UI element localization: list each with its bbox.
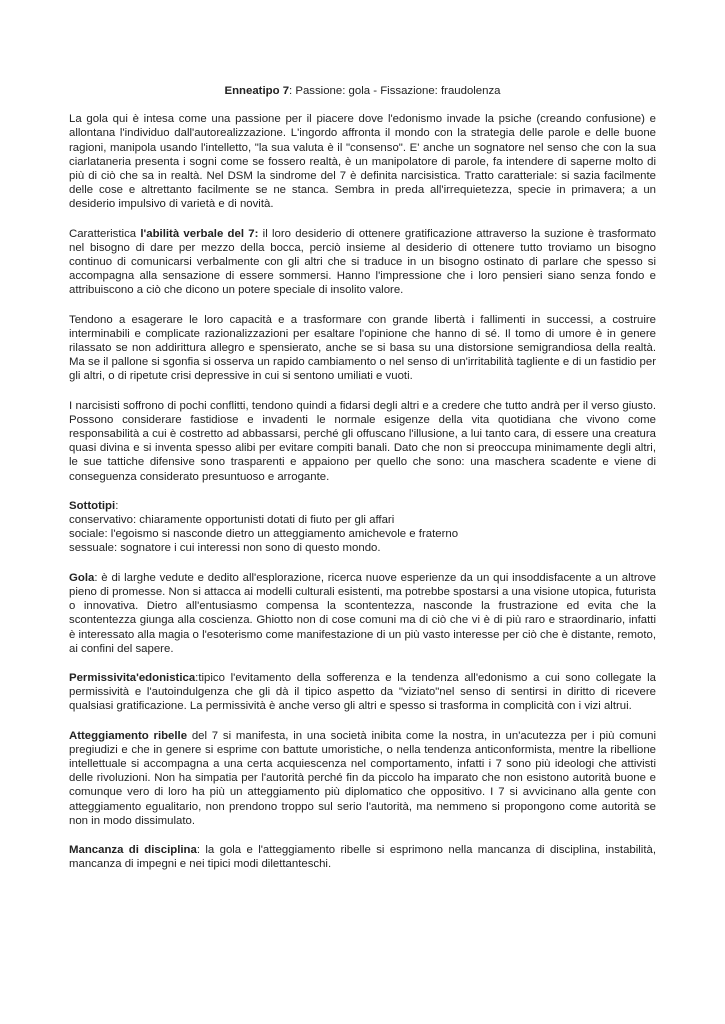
paragraph-mancanza-disciplina bbox=[69, 843, 656, 871]
paragraph-gola bbox=[69, 571, 656, 656]
paragraph-esagerare: Tendono a esagerare le loro capacità e a trasformare con grande libertà i fallimenti in successi, a costruire interminabili e complicate razionalizzazioni per esaltare l'opinione che hanno di sé. Il tomo di umore è in genere rilassato se non addirittura allegro e spensierato, anche se si basa su una distorsione semigrandiosa della realtà. Ma se il pallone si sgonfia si osserva un rapido cambiamento o nel senso di un'irritabilità tagliente e di un fastidio per gli altri, o di ripetute crisi depressive in cui si sentono umiliati e vuoti. bbox=[69, 313, 656, 383]
mancanza-text: : la gola e l'atteggiamento ribelle si esprimono nella mancanza di disciplina, instabilità, mancanza di impegni e nei tipici modi dilettanteschi. bbox=[69, 843, 656, 871]
sottotipo-sessuale: sessuale: sognatore i cui interessi non sono di questo mondo. bbox=[69, 542, 381, 555]
paragraph-abilita-verbale bbox=[69, 227, 656, 298]
permissivita-bold: Permissivita'edonistica bbox=[69, 671, 196, 684]
sottotipo-sociale: sociale: l'egoismo si nasconde dietro un atteggiamento amichevole e fraterno bbox=[69, 528, 459, 541]
abilita-bold: l'abilità verbale del 7: bbox=[140, 227, 259, 240]
gola-text: : è di larghe vedute e dedito all'esplorazione, ricerca nuove esperienze da un qui insoddisfacente a un altrove pieno di promesse. Non si attacca ai modelli culturali esistenti, ma potrebbe spostarsi a una visione utopica, futurista o innovativa. Dietro all'entusiasmo compensa la scontentezza, nasconde la frustrazione ed evita che la scontentezza giunga alla coscienza. Ghiotto non di cose comuni ma di ciò che vi è di più raro e straordinario, infatti è interessato alla magia o l'esoterismo come manifestazione di un più vasto interesse per ciò che è distante, remoto, ai confini del sapere. bbox=[69, 571, 656, 655]
abilita-text: il loro desiderio di ottenere gratificazione attraverso la suzione è trasformato nel bisogno di dare per mezzo della bocca, perciò insieme al desiderio di ottenere tutto troviamo un bisogno continuo di comunicarsi verbalmente con gli altri che si traduce in un bisogno ostinato di parlare che spesso si accompagna alla sensazione di essere sommersi. Hanno l'impressione che i loro pensieri siano senza fondo e attribuiscono a ciò che dicono un potere speciale di insolito valore. bbox=[69, 227, 656, 297]
sottotipo-conservativo: conservativo: chiaramente opportunisti dotati di fiuto per gli affari bbox=[69, 514, 395, 527]
abilita-lead: Caratteristica bbox=[69, 227, 141, 240]
document-title bbox=[69, 84, 656, 98]
document-page bbox=[69, 84, 656, 886]
title-rest: : Passione: gola - Fissazione: fraudolenza bbox=[289, 85, 501, 97]
paragraph-narcisisti: I narcisisti soffrono di pochi conflitti, tendono quindi a fidarsi degli altri e a credere che tutto andrà per il verso giusto. Possono considerare fastidiose e invadenti le normale esigenze della vita quotidiana che vivono come responsabilità a cui è costretto ad abbassarsi, perché gli offuscano l'illusione, a lui tanto cara, di essere una creatura quasi divina e si inventa spesso alibi per evitare compiti banali. Dato che non si preoccupa minimamente degli altri, le sue tattiche difensive sono trasparenti e appaiono per quello che sono: una maschera scadente e viene di conseguenza considerato presuntuoso e arrogante. bbox=[69, 399, 656, 483]
paragraph-atteggiamento-ribelle bbox=[69, 729, 656, 828]
sottotipi-heading: Sottotipi: bbox=[69, 499, 119, 512]
atteggiamento-text: del 7 si manifesta, in una società inibita come la nostra, in un'acutezza per i più comuni pregiudizi e che in genere si esprime con battute umoristiche, o nella tendenza anticonformista, mentre la ribellione intellettuale si accompagna a una certa acquiescenza nel comportamento, infatti i 7 sono più ideologi che attivisti delle rivoluzioni. Non ha simpatia per l'autorità perché fin da piccolo ha imparato che non esistono autorità buone e comunque vero di loro ha più un atteggiamento più diplomatico che oppositivo. I 7 si avvicinano alla gente con atteggiamento egualitario, non prendono troppo sul serio l'autorità, ma nemmeno si propongono come autorità se non in modo dissimulato. bbox=[69, 729, 656, 827]
mancanza-bold: Mancanza di disciplina bbox=[69, 843, 197, 856]
gola-bold: Gola bbox=[69, 571, 95, 584]
permissivita-text: :tipico l'evitamento della sofferenza e la tendenza all'edonismo a cui sono collegate la permissività e l'autoindulgenza che gli dà il tipico aspetto da "viziato"nel senso di sentirsi in diritto di ricevere qualsiasi gratificazione. La permissività è anche verso gli altri e spesso si trasforma in complicità con i vizi altrui. bbox=[69, 671, 656, 713]
sottotipi-section bbox=[69, 499, 656, 556]
paragraph-permissivita bbox=[69, 671, 656, 714]
atteggiamento-bold: Atteggiamento ribelle bbox=[69, 729, 188, 742]
paragraph-gola-intro: La gola qui è intesa come una passione per il piacere dove l'edonismo invade la psiche (creando confusione) e allontana l'individuo dall'autorealizzazione. L'ingordo affronta il mondo con la strategia delle parole e delle buone ragioni, manipola usando l'intelletto, "la sua valuta è il "consenso". E' anche un sognatore nel senso che con la sua ciarlataneria presenta i sogni come se fossero realtà, è un manipolatore di parole, fa intendere di saperne molto di più di ciò che sa in realtà. Nel DSM la sindrome del 7 è definita narcisistica. Tratto caratteriale: si sazia facilmente delle cose e altrettanto facilmente se ne stanca. Sembra in preda all'irrequietezza, specie in primavera; a un desiderio impulsivo di varietà e di novità. bbox=[69, 113, 656, 211]
title-bold: Enneatipo 7 bbox=[224, 85, 290, 97]
